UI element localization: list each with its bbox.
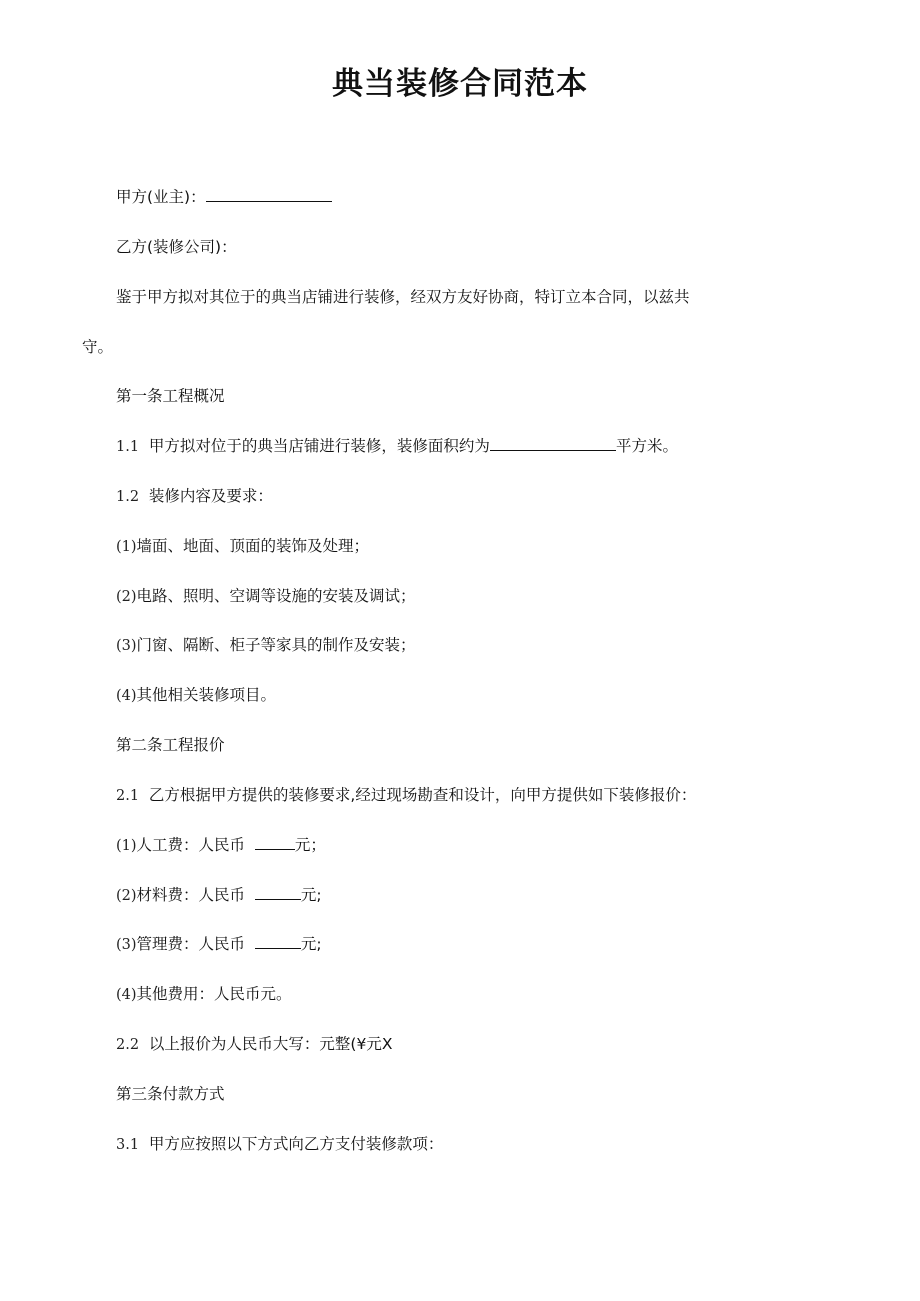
article-3-heading: 第三条付款方式 xyxy=(116,1085,225,1103)
item-number: (1) xyxy=(116,838,137,854)
item-number: (4) xyxy=(116,987,137,1003)
preamble-line-1: 鉴于甲方拟对其位于的典当店铺进行装修，经双方友好协商，特订立本合同，以兹共 xyxy=(116,288,690,306)
party-b-line xyxy=(116,236,237,258)
item-text: 其他相关装修项目。 xyxy=(136,686,277,704)
fee-suffix: 元； xyxy=(294,836,326,854)
clause-text: 甲方应按照以下方式向乙方支付装修款项： xyxy=(148,1135,444,1153)
list-item xyxy=(116,684,276,707)
clause-number: 3.1 xyxy=(116,1137,140,1153)
list-item xyxy=(116,585,416,608)
fee-item xyxy=(116,884,322,907)
fee-blank xyxy=(255,835,295,850)
item-number: (3) xyxy=(116,638,137,654)
clause-text: 以上报价为人民币大写：元整(¥元X xyxy=(148,1035,393,1053)
fee-suffix: 元; xyxy=(300,886,322,904)
item-number: (2) xyxy=(116,589,137,605)
clause-1-2 xyxy=(116,485,273,508)
item-number: (4) xyxy=(116,688,137,704)
item-text: 电路、照明、空调等设施的安装及调试； xyxy=(136,587,416,605)
preamble-line-2: 守。 xyxy=(82,338,114,356)
fee-item xyxy=(116,834,326,857)
clause-number: 1.2 xyxy=(116,489,140,505)
fee-item xyxy=(116,933,322,956)
item-text: 门窗、隔断、柜子等家具的制作及安装； xyxy=(136,636,416,654)
party-a-blank xyxy=(206,187,332,202)
clause-2-2 xyxy=(116,1033,392,1056)
article-2-heading: 第二条工程报价 xyxy=(116,736,225,754)
article-1-heading: 第一条工程概况 xyxy=(116,387,225,405)
item-text: 墙面、地面、顶面的装饰及处理； xyxy=(136,537,370,555)
party-b-label: 乙方(装修公司)： xyxy=(116,238,237,256)
list-item xyxy=(116,634,416,657)
fee-label: 材料费：人民币 xyxy=(136,886,246,904)
clause-text: 乙方根据甲方提供的装修要求,经过现场勘查和设计，向甲方提供如下装修报价： xyxy=(148,786,697,804)
fee-suffix: 元; xyxy=(300,935,322,953)
clause-number: 2.1 xyxy=(116,788,140,804)
clause-number: 1.1 xyxy=(116,439,140,455)
party-a-line xyxy=(116,186,332,208)
document-title: 典当装修合同范本 xyxy=(332,66,588,102)
party-a-label: 甲方(业主)： xyxy=(116,188,206,206)
area-blank xyxy=(490,436,616,451)
fee-label: 人工费：人民币 xyxy=(136,836,246,854)
list-item xyxy=(116,535,369,558)
item-number: (1) xyxy=(116,539,137,555)
fee-item xyxy=(116,983,292,1006)
clause-text: 甲方拟对位于的典当店铺进行装修，装修面积约为 xyxy=(148,437,490,455)
clause-text: 装修内容及要求： xyxy=(148,487,273,505)
clause-text-suffix: 平方米。 xyxy=(615,437,678,455)
fee-blank xyxy=(255,934,301,949)
fee-label: 管理费：人民币 xyxy=(136,935,246,953)
item-number: (2) xyxy=(116,888,137,904)
fee-label: 其他费用：人民币元。 xyxy=(136,985,292,1003)
clause-3-1 xyxy=(116,1133,443,1156)
fee-blank xyxy=(255,885,301,900)
clause-2-1 xyxy=(116,784,696,807)
clause-1-1 xyxy=(116,435,678,458)
item-number: (3) xyxy=(116,937,137,953)
clause-number: 2.2 xyxy=(116,1037,140,1053)
